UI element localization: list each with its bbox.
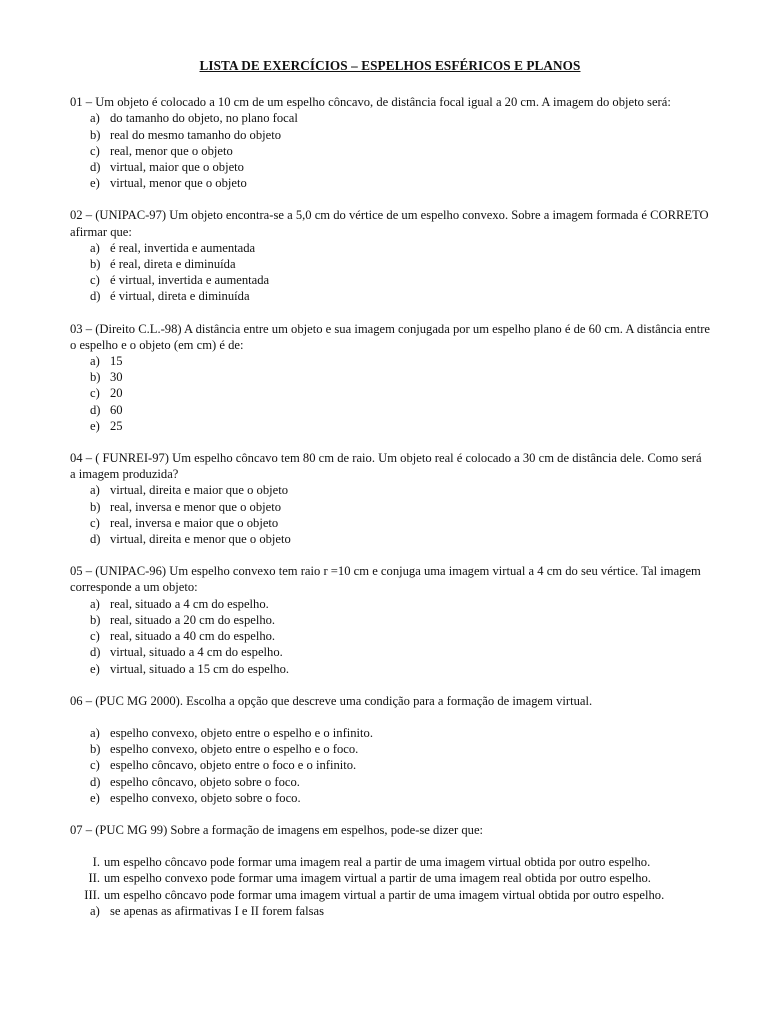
option-text: real do mesmo tamanho do objeto (110, 127, 282, 142)
option-text: real, menor que o objeto (110, 143, 233, 158)
option-e (70, 175, 710, 191)
option-letter: c) (90, 758, 100, 773)
option-letter: a) (90, 725, 100, 740)
option-text: real, situado a 20 cm do espelho. (110, 612, 276, 627)
spacer (70, 709, 710, 725)
option-list (70, 903, 710, 919)
option-letter: a) (90, 596, 100, 611)
option-list (70, 353, 710, 434)
question-text: 04 – ( FUNREI-97) Um espelho côncavo tem 80 cm de raio. Um objeto real é colocado a 30 cm de distância dele. Como será a imagem produzida? (70, 451, 702, 482)
option-letter: e) (90, 418, 100, 433)
option-text: é real, invertida e aumentada (110, 240, 256, 255)
option-b (70, 127, 710, 143)
option-d (70, 774, 710, 790)
option-a (70, 725, 710, 741)
option-letter: d) (90, 289, 101, 304)
option-c (70, 628, 710, 644)
statement-number: II. (88, 871, 100, 886)
statement-number: III. (84, 887, 100, 902)
document-page (70, 58, 710, 935)
option-e (70, 790, 710, 806)
question-text: 05 – (UNIPAC-96) Um espelho convexo tem raio r =10 cm e conjuga uma imagem virtual a 4 cm do seu vértice. Tal imagem corresponde a um objeto: (70, 564, 701, 595)
option-b (70, 369, 710, 385)
option-letter: c) (90, 143, 100, 158)
option-text: 15 (110, 354, 123, 369)
option-letter: e) (90, 790, 100, 805)
option-letter: b) (90, 612, 101, 627)
option-letter: b) (90, 127, 101, 142)
option-d (70, 159, 710, 175)
option-letter: a) (90, 240, 100, 255)
option-text: se apenas as afirmativas I e II forem falsas (110, 903, 324, 918)
option-text: real, inversa e menor que o objeto (110, 499, 281, 514)
question-3 (70, 321, 710, 434)
option-d (70, 288, 710, 304)
option-text: é real, direta e diminuída (110, 257, 236, 272)
option-c (70, 515, 710, 531)
statement-iii (70, 887, 710, 903)
question-4 (70, 450, 710, 547)
option-b (70, 612, 710, 628)
option-a (70, 240, 710, 256)
option-list (70, 110, 710, 191)
option-c (70, 757, 710, 773)
option-a (70, 482, 710, 498)
option-c (70, 272, 710, 288)
option-list (70, 725, 710, 806)
option-letter: e) (90, 176, 100, 191)
option-a (70, 903, 710, 919)
option-text: virtual, direita e maior que o objeto (110, 483, 289, 498)
option-text: espelho convexo, objeto sobre o foco. (110, 790, 301, 805)
option-text: virtual, situado a 4 cm do espelho. (110, 645, 283, 660)
option-letter: a) (90, 903, 100, 918)
option-c (70, 143, 710, 159)
option-letter: c) (90, 515, 100, 530)
option-letter: b) (90, 370, 101, 385)
option-c (70, 385, 710, 401)
option-letter: b) (90, 742, 101, 757)
option-text: é virtual, direta e diminuída (110, 289, 250, 304)
question-2 (70, 207, 710, 304)
option-text: espelho convexo, objeto entre o espelho e o infinito. (110, 725, 373, 740)
question-6 (70, 693, 710, 806)
question-text: 03 – (Direito C.L.-98) A distância entre um objeto e sua imagem conjugada por um espelho plano é de 60 cm. A distância entre o espelho e o objeto (em cm) é de: (70, 321, 711, 352)
statement-text: um espelho côncavo pode formar uma imagem real a partir de uma imagem virtual obtida por outro espelho. (104, 855, 651, 870)
spacer (70, 838, 710, 854)
option-text: virtual, situado a 15 cm do espelho. (110, 661, 290, 676)
option-a (70, 596, 710, 612)
option-e (70, 418, 710, 434)
statement-ii (70, 870, 710, 886)
question-5 (70, 563, 710, 676)
option-d (70, 531, 710, 547)
statement-text: um espelho côncavo pode formar uma imagem virtual a partir de uma imagem virtual obtida por outro espelho. (104, 887, 665, 902)
option-text: espelho côncavo, objeto entre o foco e o infinito. (110, 758, 357, 773)
question-text: 06 – (PUC MG 2000). Escolha a opção que descreve uma condição para a formação de imagem virtual. (70, 693, 593, 708)
option-letter: a) (90, 111, 100, 126)
option-b (70, 499, 710, 515)
option-text: 25 (110, 418, 123, 433)
option-e (70, 661, 710, 677)
option-text: espelho côncavo, objeto sobre o foco. (110, 774, 300, 789)
question-text: 02 – (UNIPAC-97) Um objeto encontra-se a 5,0 cm do vértice de um espelho convexo. Sobre a imagem formada é CORRETO afirmar que: (70, 208, 709, 239)
option-text: do tamanho do objeto, no plano focal (110, 111, 298, 126)
document-title: LISTA DE EXERCÍCIOS – ESPELHOS ESFÉRICOS E PLANOS (199, 58, 581, 73)
option-text: real, inversa e maior que o objeto (110, 515, 279, 530)
option-letter: c) (90, 629, 100, 644)
option-letter: a) (90, 483, 100, 498)
option-letter: c) (90, 386, 100, 401)
option-d (70, 644, 710, 660)
option-text: é virtual, invertida e aumentada (110, 273, 270, 288)
option-letter: a) (90, 354, 100, 369)
option-letter: e) (90, 661, 100, 676)
question-7 (70, 822, 710, 919)
option-letter: d) (90, 774, 101, 789)
option-letter: d) (90, 532, 101, 547)
statement-text: um espelho convexo pode formar uma imagem virtual a partir de uma imagem real obtida por outro espelho. (104, 871, 651, 886)
option-letter: d) (90, 645, 101, 660)
option-a (70, 110, 710, 126)
question-text: 07 – (PUC MG 99) Sobre a formação de imagens em espelhos, pode-se dizer que: (70, 822, 484, 837)
option-text: 20 (110, 386, 123, 401)
option-text: real, situado a 40 cm do espelho. (110, 629, 276, 644)
option-letter: b) (90, 499, 101, 514)
option-letter: c) (90, 273, 100, 288)
option-a (70, 353, 710, 369)
option-letter: d) (90, 160, 101, 175)
option-list (70, 596, 710, 677)
statement-i (70, 854, 710, 870)
option-letter: d) (90, 402, 101, 417)
option-list (70, 240, 710, 305)
question-text: 01 – Um objeto é colocado a 10 cm de um espelho côncavo, de distância focal igual a 20 cm. A imagem do objeto será: (70, 95, 671, 110)
option-list (70, 482, 710, 547)
option-text: virtual, menor que o objeto (110, 176, 247, 191)
statement-list (70, 854, 710, 903)
option-b (70, 741, 710, 757)
option-d (70, 402, 710, 418)
option-text: virtual, maior que o objeto (110, 160, 244, 175)
option-b (70, 256, 710, 272)
option-text: 30 (110, 370, 123, 385)
option-letter: b) (90, 257, 101, 272)
statement-number: I. (92, 855, 100, 870)
question-1 (70, 94, 710, 191)
option-text: 60 (110, 402, 123, 417)
option-text: virtual, direita e menor que o objeto (110, 532, 291, 547)
option-text: espelho convexo, objeto entre o espelho e o foco. (110, 742, 359, 757)
option-text: real, situado a 4 cm do espelho. (110, 596, 269, 611)
